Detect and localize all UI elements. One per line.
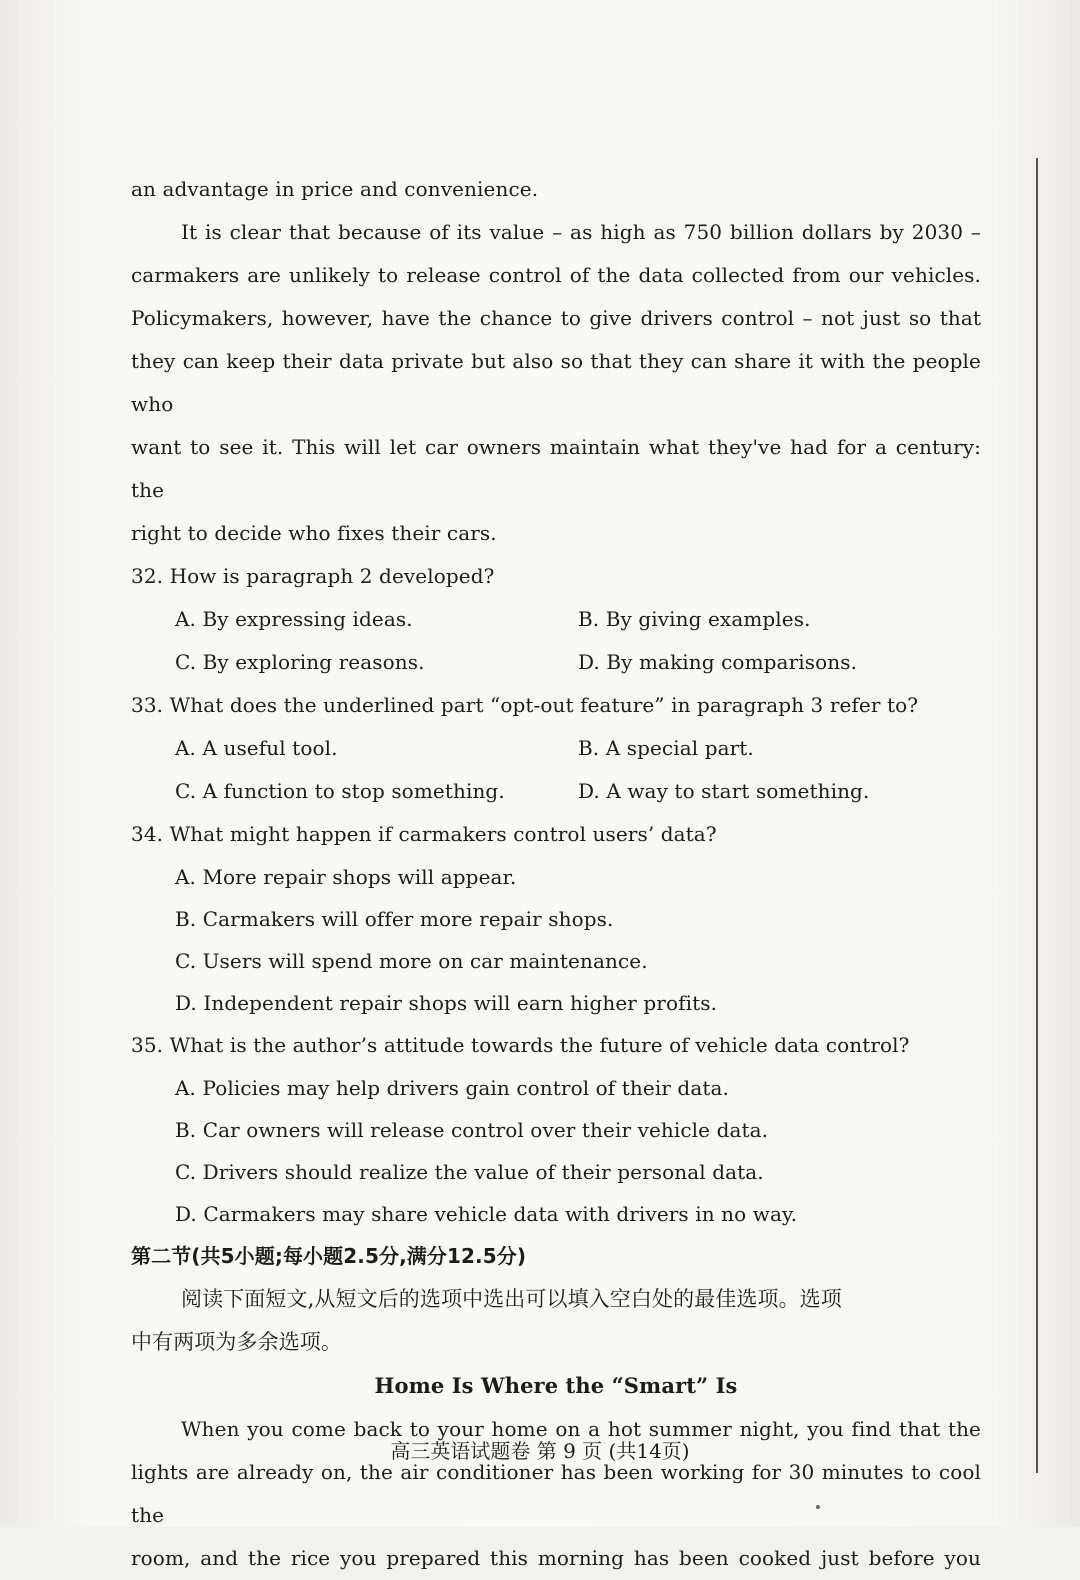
option: C. Drivers should realize the value of their personal data.: [175, 1160, 764, 1184]
option-row: [131, 770, 981, 813]
option-row: [131, 598, 981, 641]
margin-rule: [1036, 158, 1038, 1473]
option: C. Users will spend more on car maintenance.: [175, 949, 648, 973]
passage-line: they can keep their data private but also so that they can share it with the people who: [131, 349, 981, 416]
question-stem: 33. What does the underlined part “opt-out feature” in paragraph 3 refer to?: [131, 693, 919, 717]
passage-line: want to see it. This will let car owners maintain what they've had for a century: the: [131, 435, 981, 502]
page-footer: 高三英语试题卷 第 9 页 (共14页): [390, 1439, 690, 1463]
passage-paragraph: [131, 211, 981, 555]
option: B. By giving examples.: [578, 607, 811, 631]
option: A. By expressing ideas.: [175, 607, 413, 631]
article-title: Home Is Where the “Smart” Is: [374, 1373, 738, 1398]
option: D. Independent repair shops will earn higher profits.: [175, 991, 718, 1015]
instruction-line: 阅读下面短文,从短文后的选项中选出可以填入空白处的最佳选项。选项: [181, 1287, 842, 1311]
option: A. More repair shops will appear.: [175, 865, 517, 889]
passage-line: It is clear that because of its value – as high as 750 billion dollars by 2030 –: [181, 220, 981, 244]
passage-line: right to decide who fixes their cars.: [131, 521, 497, 545]
instruction-line: 中有两项为多余选项。: [131, 1330, 342, 1354]
option: D. Carmakers may share vehicle data with drivers in no way.: [175, 1202, 798, 1226]
option: A. Policies may help drivers gain control of their data.: [175, 1076, 729, 1100]
passage-line: Policymakers, however, have the chance to give drivers control – not just so that: [131, 306, 981, 330]
passage-line: carmakers are unlikely to release control of the data collected from our vehicles.: [131, 263, 981, 287]
option-row: [131, 641, 981, 684]
article-paragraph: [131, 1408, 981, 1580]
article-line: lights are already on, the air conditioner has been working for 30 minutes to cool the: [131, 1460, 981, 1527]
article-line: room, and the rice you prepared this morning has been cooked just before you: [131, 1546, 981, 1570]
option: B. A special part.: [578, 736, 754, 760]
option: C. A function to stop something.: [175, 779, 505, 803]
option: D. A way to start something.: [578, 779, 870, 803]
option: B. Car owners will release control over their vehicle data.: [175, 1118, 769, 1142]
option: B. Carmakers will offer more repair shops.: [175, 907, 614, 931]
option: D. By making comparisons.: [578, 650, 858, 674]
option-row: [131, 727, 981, 770]
question-stem: 35. What is the author’s attitude towards the future of vehicle data control?: [131, 1033, 910, 1057]
question-stem: 32. How is paragraph 2 developed?: [131, 564, 495, 588]
passage-line: an advantage in price and convenience.: [131, 177, 539, 201]
section-heading: 第二节(共5小题;每小题2.5分,满分12.5分): [131, 1244, 527, 1268]
option: A. A useful tool.: [175, 736, 338, 760]
question-stem: 34. What might happen if carmakers control users’ data?: [131, 822, 717, 846]
section-instruction: [131, 1278, 981, 1364]
article-line: When you come back to your home on a hot summer night, you find that the: [181, 1417, 981, 1441]
option: C. By exploring reasons.: [175, 650, 425, 674]
page-content: [131, 168, 981, 1580]
